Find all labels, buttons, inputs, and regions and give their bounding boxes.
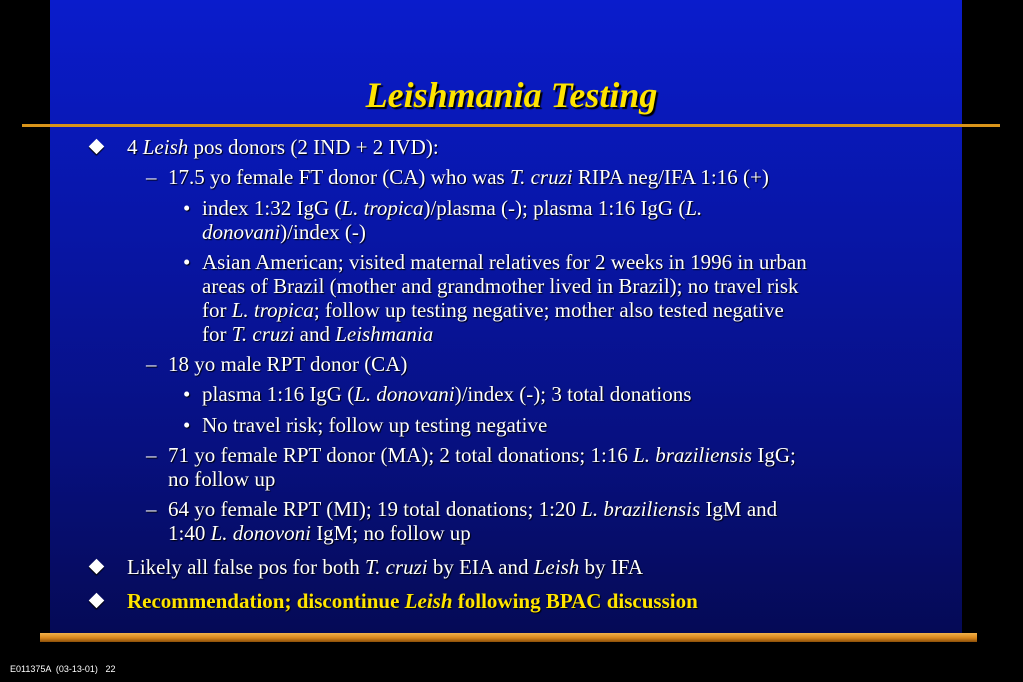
text-run-italic: L. tropica: [231, 298, 314, 322]
text-run-italic: L. donovani: [354, 382, 455, 406]
sub-bullet-1: [168, 165, 769, 189]
text-run-italic: T. cruzi: [231, 322, 295, 346]
text-run-italic: Leish: [533, 555, 580, 579]
text-run-italic: Leish: [142, 135, 189, 159]
text-run-italic: L. tropica: [341, 196, 424, 220]
bullet-2: [127, 555, 643, 579]
dot-marker: •: [183, 250, 191, 274]
sub-bullet-3-line-1: [168, 443, 796, 467]
sub-sub-bullet-1b-line-4: [202, 322, 433, 346]
sub-bullet-4-line-1: [168, 497, 777, 521]
footer-divider: [40, 633, 977, 642]
text-run-italic: T. cruzi: [364, 555, 428, 579]
sub-sub-bullet-1a-line-2: [202, 220, 366, 244]
bullet-1: [127, 135, 439, 159]
text-run: following BPAC discussion: [452, 589, 698, 613]
sub-bullet-3-line-2: no follow up: [168, 467, 276, 491]
text-run: )/index (-): [280, 220, 366, 244]
text-run: IgM; no follow up: [310, 521, 471, 545]
sub-sub-bullet-1b-line-1: Asian American; visited maternal relatives for 2 weeks in 1996 in urban: [202, 250, 807, 274]
text-run: 17.5 yo female FT donor (CA) who was: [168, 165, 510, 189]
sub-sub-bullet-2a: [202, 382, 691, 406]
text-run: by EIA and: [427, 555, 534, 579]
text-run-italic: Leishmania: [335, 322, 434, 346]
diamond-bullet-icon: [89, 139, 105, 155]
dot-marker: •: [183, 413, 191, 437]
text-run: IgM and: [700, 497, 778, 521]
text-run: RIPA neg/IFA 1:16 (+): [572, 165, 769, 189]
text-run-italic: L.: [685, 196, 703, 220]
text-run: by IFA: [579, 555, 644, 579]
footer: [10, 664, 115, 674]
text-run: 4: [127, 135, 143, 159]
diamond-bullet-icon: [89, 559, 105, 575]
dash-marker: –: [146, 497, 157, 521]
dash-marker: –: [146, 165, 157, 189]
text-run: Recommendation; discontinue: [127, 589, 405, 613]
text-run: for: [202, 322, 232, 346]
footer-page-number: 22: [105, 664, 116, 674]
text-run: Likely all false pos for both: [127, 555, 365, 579]
sub-sub-bullet-2b: No travel risk; follow up testing negative: [202, 413, 548, 437]
text-run: 64 yo female RPT (MI); 19 total donations; 1:20: [168, 497, 582, 521]
bullet-3-recommendation: [127, 589, 698, 613]
text-run: 71 yo female RPT donor (MA); 2 total donations; 1:16: [168, 443, 634, 467]
sub-sub-bullet-1b-line-3: [202, 298, 784, 322]
footer-date: (03-13-01): [55, 664, 98, 674]
text-run: )/plasma (-); plasma 1:16 IgG (: [423, 196, 686, 220]
dash-marker: –: [146, 443, 157, 467]
text-run: and: [294, 322, 336, 346]
diamond-bullet-icon: [89, 593, 105, 609]
text-run-italic: T. cruzi: [509, 165, 573, 189]
text-run: ; follow up testing negative; mother also tested negative: [313, 298, 784, 322]
text-run-italic: L. donovoni: [210, 521, 311, 545]
sub-sub-bullet-1b-line-2: areas of Brazil (mother and grandmother lived in Brazil); no travel risk: [202, 274, 799, 298]
text-run-italic: L. braziliensis: [581, 497, 701, 521]
footer-code: E011375A: [10, 664, 51, 674]
text-run: )/index (-); 3 total donations: [454, 382, 692, 406]
text-run: index 1:32 IgG (: [202, 196, 342, 220]
dot-marker: •: [183, 196, 191, 220]
sub-bullet-4-line-2: [168, 521, 471, 545]
dot-marker: •: [183, 382, 191, 406]
text-run: for: [202, 298, 232, 322]
text-run: pos donors (2 IND + 2 IVD):: [188, 135, 439, 159]
text-run-italic: donovani: [202, 220, 281, 244]
text-run: 1:40: [168, 521, 211, 545]
sub-sub-bullet-1a-line-1: [202, 196, 702, 220]
text-run-italic: Leish: [404, 589, 453, 613]
text-run-italic: L. braziliensis: [633, 443, 753, 467]
page-title: Leishmania Testing: [365, 75, 658, 115]
dash-marker: –: [146, 352, 157, 376]
text-run: plasma 1:16 IgG (: [202, 382, 355, 406]
text-run: IgG;: [752, 443, 796, 467]
sub-bullet-2: 18 yo male RPT donor (CA): [168, 352, 408, 376]
